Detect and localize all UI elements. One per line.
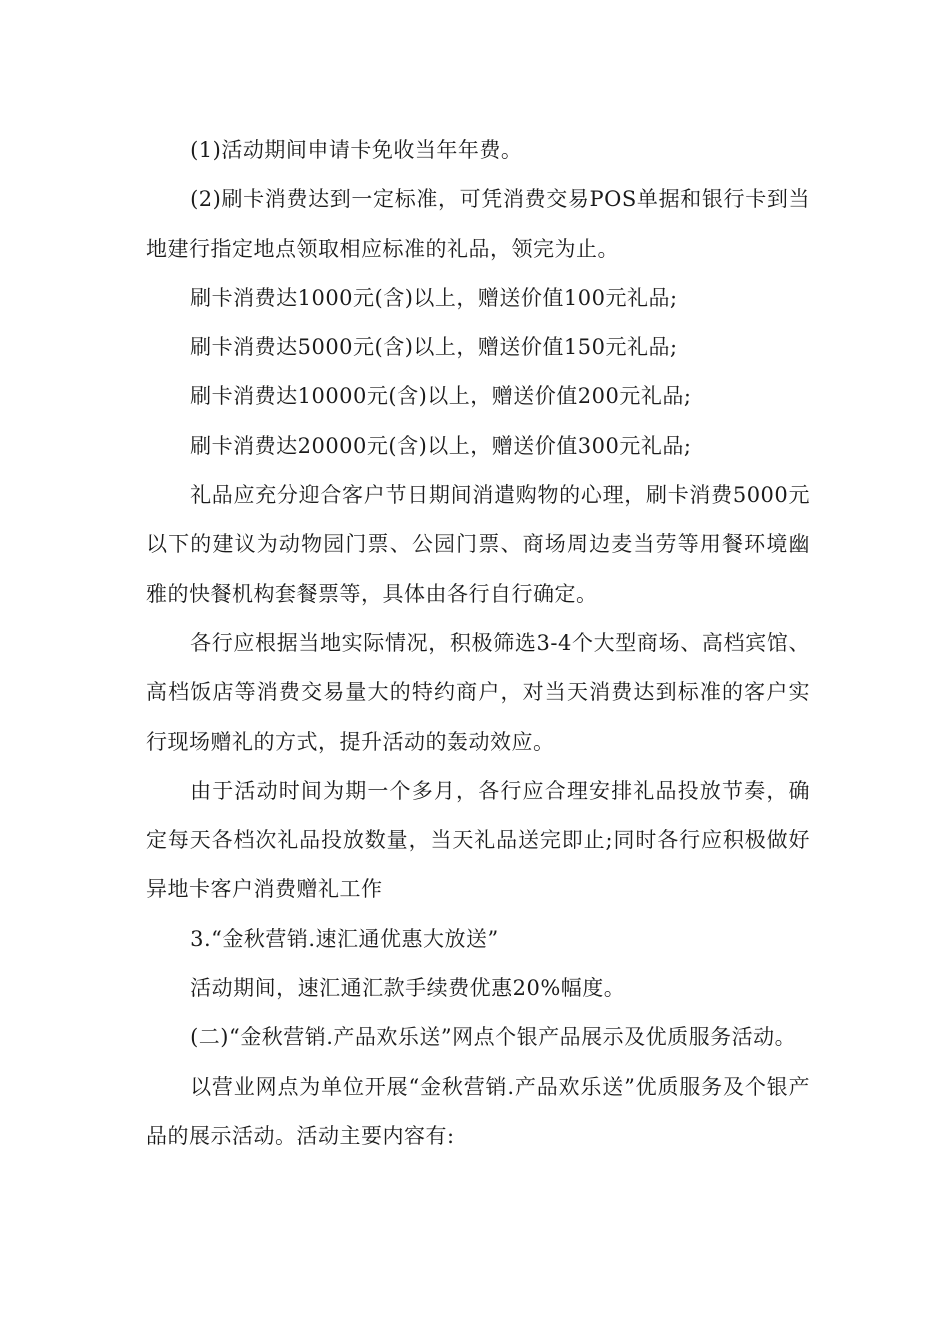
paragraph-tier-20000: 刷卡消费达20000元(含)以上，赠送价值300元礼品; bbox=[190, 433, 692, 458]
paragraph-gift-suggestions: 礼品应充分迎合客户节日期间消遣购物的心理，刷卡消费5000元以下的建议为动物园门票、公园门票、商场周边麦当劳等用餐环境幽雅的快餐机构套餐票等，具体由各行自行确定。 bbox=[146, 483, 810, 606]
paragraph-remittance-discount: 活动期间，速汇通汇款手续费优惠20%幅度。 bbox=[190, 976, 626, 1001]
section-heading-remittance: 3.“金秋营销.速汇通优惠大放送” bbox=[190, 926, 499, 951]
paragraph-gift-redemption: (2)刷卡消费达到一定标准，可凭消费交易POS单据和银行卡到当地建行指定地点领取相应标准的礼品，领完为止。 bbox=[146, 187, 810, 261]
paragraph-tier-10000: 刷卡消费达10000元(含)以上，赠送价值200元礼品; bbox=[190, 384, 692, 409]
paragraph-showcase-intro: 以营业网点为单位开展“金秋营销.产品欢乐送”优质服务及个银产品的展示活动。活动主要内容有: bbox=[146, 1074, 810, 1148]
paragraph-tier-1000: 刷卡消费达1000元(含)以上，赠送价值100元礼品; bbox=[190, 285, 678, 310]
paragraph-annual-fee: (1)活动期间申请卡免收当年年费。 bbox=[190, 138, 523, 162]
paragraph-tier-5000: 刷卡消费达5000元(含)以上，赠送价值150元礼品; bbox=[190, 335, 678, 360]
paragraph-gift-schedule: 由于活动时间为期一个多月，各行应合理安排礼品投放节奏，确定每天各档次礼品投放数量，当天礼品送完即止;同时各行应积极做好异地卡客户消费赠礼工作 bbox=[146, 778, 810, 902]
section-heading-product-showcase: (二)“金秋营销.产品欢乐送”网点个银产品展示及优质服务活动。 bbox=[190, 1025, 797, 1050]
document-body bbox=[146, 126, 810, 1161]
paragraph-merchant-selection: 各行应根据当地实际情况，积极筛选3-4个大型商场、高档宾馆、高档饭店等消费交易量大的特约商户，对当天消费达到标准的客户实行现场赠礼的方式，提升活动的轰动效应。 bbox=[146, 630, 810, 754]
